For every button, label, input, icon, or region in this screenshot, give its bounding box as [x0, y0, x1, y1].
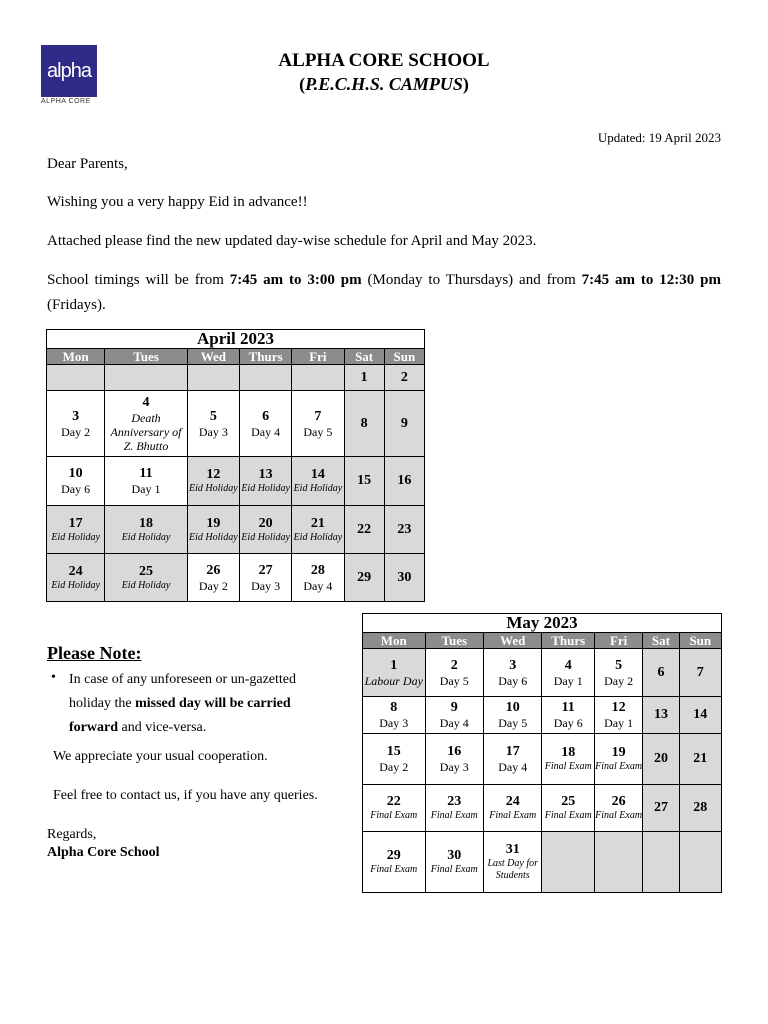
event-label: Eid Holiday [189, 531, 238, 543]
day-number: 22 [357, 521, 372, 537]
day-number: 14 [310, 467, 325, 482]
may-day-cell [363, 697, 426, 734]
may-day-cell [643, 785, 679, 832]
may-day-cell [594, 785, 642, 832]
may-day-cell [643, 832, 679, 893]
signature: Alpha Core School [47, 845, 160, 860]
day-number: 31 [505, 842, 520, 857]
school-day-label: Day 6 [61, 482, 91, 496]
campus-close: ) [462, 74, 469, 94]
school-day-label: Day 4 [439, 716, 469, 730]
april-title: April 2023 [47, 330, 425, 349]
day-number: 17 [68, 515, 83, 531]
day-number: 4 [142, 394, 150, 410]
april-calendar [46, 329, 425, 602]
april-day-cell [292, 554, 344, 602]
event-label: Eid Holiday [51, 579, 100, 591]
may-day-cell [679, 649, 721, 697]
event-label: Final Exam [544, 761, 592, 772]
eid-wish: Wishing you a very happy Eid in advance!! [47, 194, 308, 210]
april-day-cell [384, 391, 424, 457]
school-day-label: Day 3 [439, 760, 469, 774]
logo-mark: alpha [47, 59, 91, 82]
may-day-cell [643, 649, 679, 697]
may-week-row [363, 785, 722, 832]
may-day-header: Mon [363, 633, 426, 649]
day-number: 21 [310, 515, 325, 531]
day-number: 6 [262, 408, 270, 424]
day-number: 3 [72, 408, 80, 424]
day-number: 13 [258, 467, 273, 482]
event-label: Final Exam [430, 864, 478, 875]
day-number: 3 [509, 657, 517, 673]
april-day-cell [384, 554, 424, 602]
event-label: Eid Holiday [189, 483, 238, 494]
april-week-row [47, 391, 425, 457]
may-day-cell [542, 697, 594, 734]
day-number: 11 [139, 466, 153, 481]
april-day-cell [105, 554, 187, 602]
logo-caption: ALPHA CORE [41, 98, 91, 105]
day-number: 16 [447, 744, 462, 759]
april-day-cell [239, 391, 291, 457]
april-day-cell [239, 554, 291, 602]
day-number: 28 [310, 562, 325, 578]
april-day-cell [384, 365, 424, 391]
event-label: Final Exam [370, 864, 418, 875]
may-day-cell [643, 734, 679, 785]
event-label: Eid Holiday [293, 531, 343, 543]
may-day-cell [643, 697, 679, 734]
bullet-icon: • [51, 670, 56, 685]
school-day-label: Day 2 [61, 424, 91, 439]
may-day-header: Sun [679, 633, 721, 649]
school-day-label: Day 1 [131, 482, 161, 496]
may-day-cell [542, 785, 594, 832]
april-day-cell [344, 506, 384, 554]
may-day-cell [484, 649, 542, 697]
day-number: 9 [400, 415, 408, 431]
may-day-cell [425, 785, 483, 832]
regards: Regards, [47, 827, 97, 842]
note-bullet-text [69, 668, 329, 740]
april-day-cell [344, 365, 384, 391]
april-day-cell [187, 554, 239, 602]
day-number: 2 [400, 369, 408, 385]
day-number: 8 [360, 415, 368, 431]
may-week-row [363, 734, 722, 785]
day-number: 26 [206, 562, 221, 578]
campus-open: ( [299, 74, 306, 94]
day-number: 12 [611, 700, 626, 715]
may-day-cell [484, 697, 542, 734]
day-number: 13 [653, 707, 668, 722]
may-day-cell [679, 697, 721, 734]
school-day-label: Day 5 [303, 424, 333, 439]
may-day-cell [425, 734, 483, 785]
day-number: 29 [357, 569, 372, 585]
event-label: Final Exam [370, 810, 418, 821]
may-day-header: Wed [484, 633, 542, 649]
day-number: 24 [505, 794, 520, 809]
april-day-cell [344, 554, 384, 602]
may-day-cell [679, 785, 721, 832]
may-day-cell [542, 832, 594, 893]
day-number: 30 [447, 848, 462, 863]
event-label: Eid Holiday [241, 483, 290, 494]
event-label: Final Exam [430, 810, 478, 821]
school-day-label: Day 3 [251, 578, 281, 593]
day-number: 23 [397, 521, 412, 537]
april-day-header: Thurs [239, 349, 291, 365]
april-day-cell [47, 391, 105, 457]
april-week-row [47, 554, 425, 602]
school-timings [47, 268, 721, 318]
school-day-label: Day 2 [198, 578, 228, 593]
school-name: ALPHA CORE SCHOOL [278, 50, 490, 71]
event-label: Death Anniversary of Z. Bhutto [110, 410, 182, 453]
day-number: 8 [390, 700, 398, 715]
school-day-label: Day 4 [303, 578, 333, 593]
day-number: 6 [657, 664, 665, 680]
day-number: 21 [693, 751, 708, 766]
school-day-label: Day 4 [498, 760, 528, 774]
april-day-cell [384, 457, 424, 506]
day-number: 10 [68, 466, 83, 481]
april-day-cell [239, 457, 291, 506]
april-week-row [47, 365, 425, 391]
april-day-cell [105, 365, 187, 391]
april-day-cell [187, 457, 239, 506]
school-day-label: Day 6 [498, 673, 528, 688]
april-day-cell [105, 457, 187, 506]
april-day-cell [47, 506, 105, 554]
bullet-pre: In case of any unforeseen or un-gazetted holiday the [69, 672, 297, 711]
may-calendar [362, 613, 722, 893]
may-day-cell [363, 734, 426, 785]
day-number: 10 [505, 700, 520, 715]
school-day-label: Day 5 [498, 716, 528, 730]
april-week-row [47, 457, 425, 506]
may-day-cell [542, 734, 594, 785]
day-number: 19 [206, 515, 221, 531]
day-number: 1 [390, 657, 398, 673]
april-day-header: Sat [344, 349, 384, 365]
may-week-row [363, 649, 722, 697]
may-day-cell [679, 832, 721, 893]
may-day-cell [425, 832, 483, 893]
day-number: 5 [615, 657, 623, 673]
may-day-cell [425, 697, 483, 734]
school-day-label: Day 1 [604, 716, 634, 730]
event-label: Eid Holiday [51, 531, 100, 543]
day-number: 22 [386, 794, 401, 809]
may-day-cell [363, 649, 426, 697]
day-number: 5 [209, 408, 217, 424]
day-number: 4 [564, 657, 572, 673]
contact-note: Feel free to contact us, if you have any queries. [53, 788, 318, 803]
may-week-row [363, 697, 722, 734]
day-number: 11 [561, 700, 575, 715]
day-number: 12 [206, 467, 221, 482]
april-day-cell [187, 506, 239, 554]
updated-date: Updated: 19 April 2023 [597, 130, 721, 145]
may-day-cell [594, 649, 642, 697]
day-number: 23 [447, 794, 462, 809]
event-label: Eid Holiday [121, 579, 171, 591]
school-day-label: Day 2 [379, 760, 409, 774]
greeting: Dear Parents, [47, 156, 128, 172]
april-week-row [47, 506, 425, 554]
event-label: Eid Holiday [121, 531, 171, 543]
timings-pre: School timings will be from [47, 272, 230, 288]
day-number: 15 [386, 744, 401, 759]
bullet-bold: missed day will be carried forward [69, 696, 291, 735]
day-number: 27 [653, 800, 668, 815]
day-number: 28 [693, 800, 708, 815]
day-number: 16 [397, 473, 412, 488]
april-day-cell [292, 457, 344, 506]
april-day-cell [292, 506, 344, 554]
bullet-post: and vice-versa. [118, 720, 207, 735]
day-number: 29 [386, 848, 401, 863]
event-label: Eid Holiday [293, 483, 343, 494]
event-label: Final Exam [595, 761, 643, 772]
april-day-cell [384, 506, 424, 554]
april-day-header: Sun [384, 349, 424, 365]
appreciation: We appreciate your usual cooperation. [53, 749, 268, 764]
april-day-cell [187, 365, 239, 391]
school-day-label: Day 3 [379, 716, 409, 730]
day-number: 30 [397, 569, 412, 585]
day-number: 9 [450, 700, 458, 715]
april-day-cell [105, 391, 187, 457]
may-week-row [363, 832, 722, 893]
april-day-cell [344, 457, 384, 506]
campus-label: P.E.C.H.S. CAMPUS [305, 74, 463, 94]
april-day-cell [187, 391, 239, 457]
day-number: 18 [561, 745, 576, 760]
may-day-cell [542, 649, 594, 697]
april-day-cell [344, 391, 384, 457]
april-day-cell [47, 365, 105, 391]
school-day-label: Day 6 [553, 716, 583, 730]
may-day-cell [594, 734, 642, 785]
april-day-cell [105, 506, 187, 554]
school-day-label: Day 2 [604, 673, 634, 688]
day-number: 20 [258, 515, 273, 531]
april-day-cell [47, 554, 105, 602]
campus-name [0, 74, 768, 95]
day-number: 20 [653, 751, 668, 766]
timings-friday: 7:45 am to 12:30 pm [581, 272, 722, 288]
april-day-cell [292, 365, 344, 391]
day-number: 2 [450, 657, 458, 673]
may-day-cell [425, 649, 483, 697]
day-number: 25 [139, 563, 153, 579]
note-heading: Please Note: [47, 643, 142, 663]
may-day-cell [594, 832, 642, 893]
event-label: Labour Day [364, 673, 423, 688]
april-day-cell [239, 365, 291, 391]
event-label: Eid Holiday [241, 531, 290, 543]
may-day-cell [484, 734, 542, 785]
may-day-cell [484, 785, 542, 832]
day-number: 14 [693, 707, 708, 722]
may-day-cell [594, 697, 642, 734]
may-title: May 2023 [363, 614, 722, 633]
day-number: 18 [139, 515, 153, 531]
day-number: 26 [611, 794, 626, 809]
school-day-label: Day 1 [553, 673, 583, 688]
day-number: 24 [68, 563, 83, 579]
april-day-header: Fri [292, 349, 344, 365]
may-day-header: Sat [643, 633, 679, 649]
attached-note: Attached please find the new updated day-wise schedule for April and May 2023. [47, 233, 537, 249]
school-day-label: Day 4 [251, 424, 281, 439]
may-day-cell [363, 785, 426, 832]
event-label: Final Exam [595, 810, 643, 821]
may-day-header: Tues [425, 633, 483, 649]
school-day-label: Day 3 [198, 424, 228, 439]
april-day-header: Tues [105, 349, 187, 365]
day-number: 19 [611, 745, 626, 760]
school-day-label: Day 5 [439, 673, 469, 688]
may-day-header: Fri [594, 633, 642, 649]
may-day-cell [363, 832, 426, 893]
day-number: 27 [258, 562, 273, 578]
day-number: 25 [561, 794, 576, 809]
day-number: 17 [505, 744, 520, 759]
may-day-cell [679, 734, 721, 785]
event-label: Final Exam [544, 810, 592, 821]
may-day-cell [484, 832, 542, 893]
may-day-header: Thurs [542, 633, 594, 649]
april-day-header: Mon [47, 349, 105, 365]
april-day-cell [47, 457, 105, 506]
april-day-cell [239, 506, 291, 554]
event-label: Last Day for Students [487, 858, 539, 881]
timings-mid: (Monday to Thursdays) and from [361, 272, 582, 288]
day-number: 7 [696, 664, 704, 680]
april-day-cell [292, 391, 344, 457]
event-label: Final Exam [489, 810, 537, 821]
day-number: 15 [357, 473, 372, 488]
day-number: 7 [314, 408, 322, 424]
timings-weekday: 7:45 am to 3:00 pm [229, 272, 362, 288]
timings-post: (Fridays). [47, 297, 106, 313]
day-number: 1 [360, 369, 368, 385]
april-day-header: Wed [187, 349, 239, 365]
